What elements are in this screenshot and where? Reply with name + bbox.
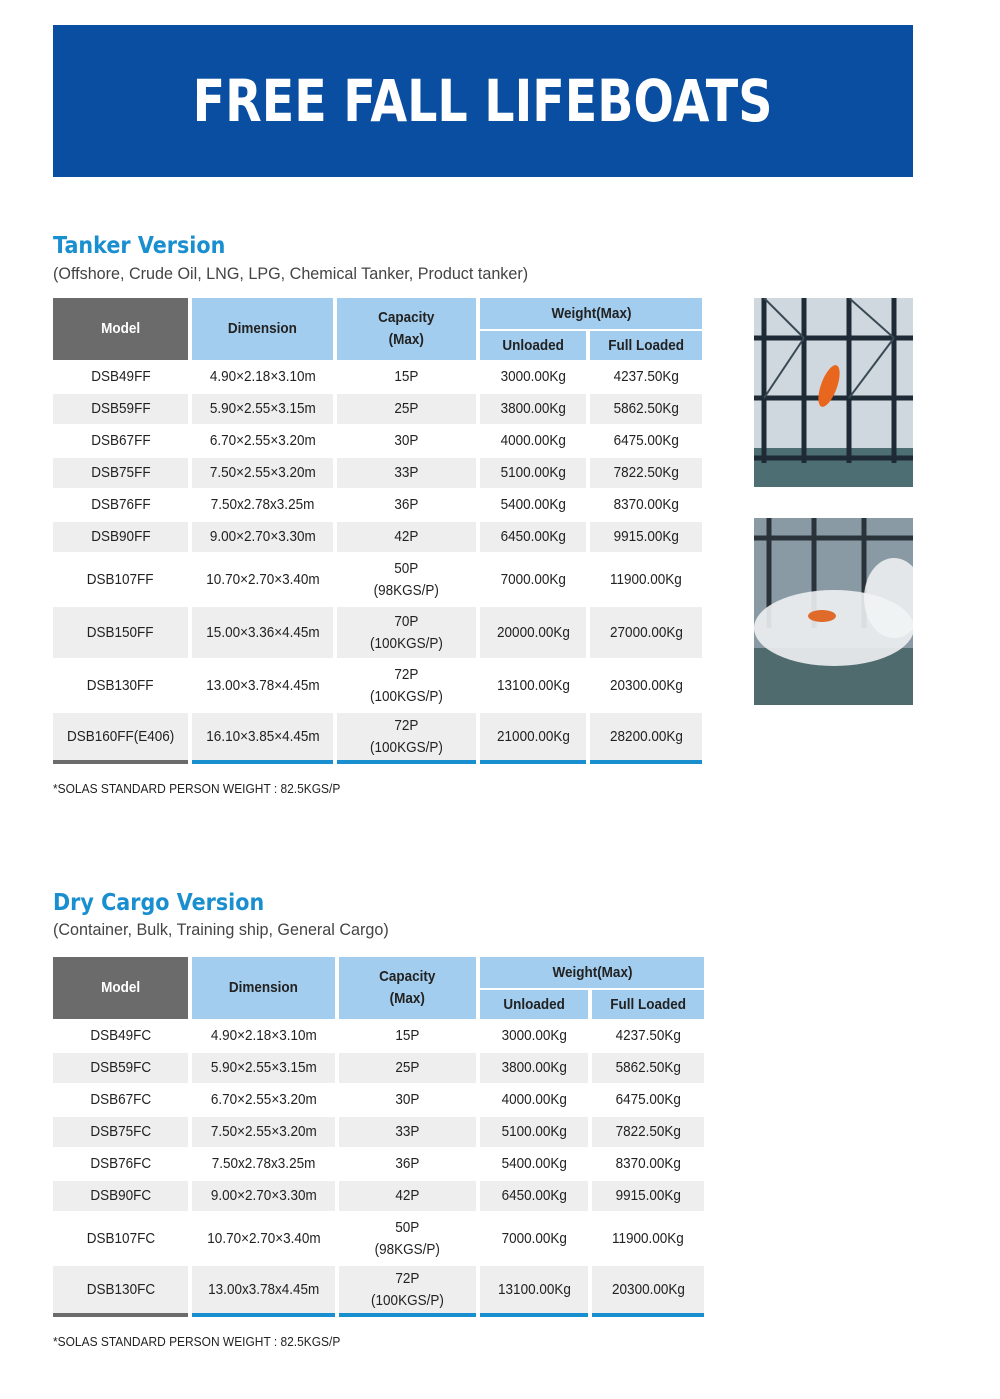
cell-unloaded — [480, 458, 586, 488]
cell-dimension — [192, 1266, 335, 1317]
cell-dimension — [192, 362, 333, 392]
cell-capacity — [337, 554, 476, 605]
cell-model — [53, 522, 188, 552]
cell-full-loaded-text: 28200.00Kg — [609, 727, 683, 745]
cell-model-text: DSB67FF — [90, 432, 151, 449]
cell-capacity — [337, 426, 476, 456]
cell-capacity-text: 42P — [395, 1187, 420, 1204]
header-unloaded — [480, 331, 586, 360]
cell-unloaded-text: 3800.00Kg — [501, 1059, 567, 1076]
cell-dimension — [192, 1149, 335, 1179]
cell-full-loaded-text: 20300.00Kg — [611, 1280, 685, 1298]
header-weight — [480, 957, 704, 988]
header-full-loaded — [592, 990, 704, 1019]
cell-full-loaded-text: 5862.50Kg — [613, 400, 679, 417]
cell-capacity-text: 33P — [394, 464, 419, 481]
cell-capacity — [339, 1117, 476, 1147]
cell-unloaded-text: 3000.00Kg — [500, 368, 566, 385]
cell-model-text: DSB75FF — [90, 464, 151, 481]
dry-section-title: Dry Cargo Version — [53, 890, 265, 916]
cell-full-loaded — [590, 554, 702, 605]
lifeboat-tower-photo — [754, 298, 913, 487]
cell-model — [53, 1266, 188, 1317]
cell-unloaded-text: 20000.00Kg — [496, 623, 570, 641]
cell-dimension-text: 15.00×3.36×4.45m — [205, 623, 320, 641]
cell-capacity — [337, 660, 476, 711]
cell-capacity — [337, 522, 476, 552]
cell-model-text: DSB150FF — [87, 623, 154, 641]
cell-dimension — [192, 554, 333, 605]
cell-dimension-text: 7.50x2.78x3.25m — [211, 1155, 316, 1172]
cell-model-text: DSB59FF — [90, 400, 151, 417]
cell-capacity-text: 30P — [395, 1091, 420, 1108]
cell-model-text: DSB160FF(E406) — [66, 727, 175, 745]
cell-capacity-text: 36P — [395, 1155, 420, 1172]
cell-capacity-text: 70P (100KGS/P) — [370, 612, 443, 652]
cell-capacity-text: 25P — [395, 1059, 420, 1076]
cell-model — [53, 394, 188, 424]
cell-model — [53, 426, 188, 456]
header-capacity-text: Capacity (Max) — [378, 309, 435, 348]
header-weight — [480, 298, 702, 329]
cell-dimension-text: 4.90×2.18×3.10m — [210, 1027, 317, 1044]
cell-capacity-text: 15P — [395, 1027, 420, 1044]
cell-unloaded — [480, 426, 586, 456]
cell-model-text: DSB107FF — [87, 570, 154, 588]
cell-full-loaded — [592, 1266, 704, 1317]
cell-unloaded-text: 3000.00Kg — [501, 1027, 567, 1044]
cell-capacity-text: 72P (100KGS/P) — [370, 665, 443, 705]
cell-model — [53, 458, 188, 488]
cell-dimension — [192, 1021, 335, 1051]
cell-dimension — [192, 394, 333, 424]
cell-capacity — [339, 1149, 476, 1179]
cell-full-loaded — [590, 394, 702, 424]
cell-unloaded — [480, 1053, 588, 1083]
cell-model-text: DSB75FC — [90, 1123, 151, 1140]
cell-dimension-text: 10.70×2.70×3.40m — [205, 570, 320, 588]
lifeboat-launch-photo — [754, 518, 913, 705]
cell-model-text: DSB90FC — [90, 1187, 151, 1204]
cell-model-text: DSB76FF — [90, 496, 151, 513]
cell-model — [53, 713, 188, 764]
cell-unloaded-text: 5400.00Kg — [501, 1155, 567, 1172]
cell-full-loaded — [590, 713, 702, 764]
cell-unloaded — [480, 1149, 588, 1179]
dry-section-subtitle: (Container, Bulk, Training ship, General Cargo) — [53, 920, 389, 939]
cell-capacity-text: 42P — [394, 528, 419, 545]
cell-dimension-text: 9.00×2.70×3.30m — [210, 1187, 317, 1204]
cell-capacity-text: 36P — [394, 496, 419, 513]
cell-unloaded-text: 6450.00Kg — [501, 1187, 567, 1204]
header-model-text: Model — [100, 979, 141, 996]
cell-model — [53, 660, 188, 711]
tanker-note: *SOLAS STANDARD PERSON WEIGHT : 82.5KGS/P — [53, 781, 341, 796]
cell-capacity — [339, 1053, 476, 1083]
cell-dimension-text: 7.50×2.55×3.20m — [209, 464, 316, 481]
header-dimension-text: Dimension — [227, 320, 298, 337]
cell-full-loaded — [590, 607, 702, 658]
header-model-text: Model — [100, 320, 141, 337]
cell-unloaded-text: 13100.00Kg — [497, 1280, 571, 1298]
cell-full-loaded-text: 5862.50Kg — [615, 1059, 681, 1076]
cell-model-text: DSB130FF — [87, 676, 154, 694]
cell-full-loaded-text: 20300.00Kg — [609, 676, 683, 694]
cell-unloaded — [480, 362, 586, 392]
cell-model — [53, 1181, 188, 1211]
cell-capacity-text: 33P — [395, 1123, 420, 1140]
header-dimension — [192, 298, 333, 360]
cell-capacity — [337, 394, 476, 424]
cell-dimension-text: 6.70×2.55×3.20m — [210, 1091, 317, 1108]
header-full-loaded-text: Full Loaded — [608, 336, 684, 354]
cell-unloaded-text: 7000.00Kg — [501, 1229, 567, 1247]
cell-dimension — [192, 1117, 335, 1147]
cell-unloaded — [480, 1266, 588, 1317]
cell-capacity — [337, 362, 476, 392]
cell-full-loaded — [592, 1117, 704, 1147]
cell-full-loaded — [590, 426, 702, 456]
dry-cargo-spec-table — [53, 957, 704, 1317]
cell-model-text: DSB67FC — [90, 1091, 151, 1108]
cell-dimension-text: 7.50×2.55×3.20m — [210, 1123, 317, 1140]
cell-capacity-text: 50P (98KGS/P) — [374, 1218, 441, 1258]
cell-dimension-text: 16.10×3.85×4.45m — [205, 727, 320, 745]
cell-full-loaded — [590, 490, 702, 520]
cell-dimension — [192, 607, 333, 658]
cell-full-loaded-text: 4237.50Kg — [615, 1027, 681, 1044]
cell-model — [53, 1213, 188, 1264]
cell-model — [53, 554, 188, 605]
cell-full-loaded-text: 9915.00Kg — [615, 1187, 681, 1204]
cell-dimension-text: 5.90×2.55×3.15m — [209, 400, 316, 417]
cell-unloaded — [480, 660, 586, 711]
cell-full-loaded — [592, 1021, 704, 1051]
cell-full-loaded — [590, 660, 702, 711]
header-weight-text: Weight(Max) — [551, 963, 632, 981]
cell-unloaded-text: 3800.00Kg — [500, 400, 566, 417]
cell-full-loaded-text: 11900.00Kg — [612, 1229, 684, 1247]
cell-unloaded — [480, 607, 586, 658]
cell-unloaded — [480, 1213, 588, 1264]
cell-full-loaded-text: 8370.00Kg — [615, 1155, 681, 1172]
header-capacity-text: Capacity (Max) — [379, 968, 436, 1007]
cell-capacity-text: 25P — [394, 400, 419, 417]
cell-unloaded — [480, 394, 586, 424]
cell-unloaded-text: 5100.00Kg — [500, 464, 566, 481]
cell-full-loaded-text: 4237.50Kg — [613, 368, 679, 385]
cell-unloaded-text: 13100.00Kg — [496, 676, 570, 694]
cell-unloaded-text: 4000.00Kg — [501, 1091, 567, 1108]
cell-full-loaded-text: 9915.00Kg — [613, 528, 679, 545]
cell-full-loaded — [590, 362, 702, 392]
cell-unloaded — [480, 713, 586, 764]
cell-dimension — [192, 490, 333, 520]
header-full-loaded-text: Full Loaded — [610, 995, 686, 1013]
cell-dimension — [192, 522, 333, 552]
cell-full-loaded — [592, 1085, 704, 1115]
header-unloaded — [480, 990, 588, 1019]
cell-dimension-text: 5.90×2.55×3.15m — [210, 1059, 317, 1076]
cell-dimension — [192, 1053, 335, 1083]
cell-unloaded — [480, 1117, 588, 1147]
cell-capacity — [339, 1266, 476, 1317]
cell-unloaded — [480, 1021, 588, 1051]
page-title: FREE FALL LIFEBOATS — [193, 67, 773, 135]
cell-model-text: DSB49FC — [90, 1027, 151, 1044]
cell-capacity — [337, 458, 476, 488]
cell-dimension — [192, 713, 333, 764]
cell-capacity — [337, 607, 476, 658]
cell-model-text: DSB107FC — [86, 1229, 155, 1247]
cell-full-loaded-text: 6475.00Kg — [613, 432, 679, 449]
cell-model — [53, 490, 188, 520]
cell-unloaded-text: 6450.00Kg — [500, 528, 566, 545]
cell-capacity — [339, 1181, 476, 1211]
cell-dimension-text: 6.70×2.55×3.20m — [209, 432, 316, 449]
cell-full-loaded-text: 7822.50Kg — [615, 1123, 681, 1140]
cell-dimension-text: 13.00x3.78x4.45m — [207, 1280, 320, 1298]
cell-model-text: DSB130FC — [86, 1280, 155, 1298]
cell-dimension — [192, 426, 333, 456]
tanker-spec-table — [53, 298, 702, 764]
cell-dimension-text: 7.50x2.78x3.25m — [210, 496, 315, 513]
cell-model-text: DSB59FC — [90, 1059, 151, 1076]
cell-capacity — [337, 490, 476, 520]
cell-unloaded — [480, 554, 586, 605]
tanker-section-title: Tanker Version — [53, 233, 226, 259]
cell-model-text: DSB76FC — [90, 1155, 151, 1172]
cell-unloaded — [480, 1085, 588, 1115]
cell-unloaded-text: 21000.00Kg — [496, 727, 570, 745]
header-dimension-text: Dimension — [228, 979, 299, 996]
cell-capacity — [339, 1085, 476, 1115]
cell-full-loaded — [590, 458, 702, 488]
cell-unloaded-text: 4000.00Kg — [500, 432, 566, 449]
cell-model — [53, 1117, 188, 1147]
cell-dimension-text: 10.70×2.70×3.40m — [206, 1229, 321, 1247]
cell-full-loaded — [590, 522, 702, 552]
cell-dimension — [192, 458, 333, 488]
cell-model — [53, 362, 188, 392]
cell-full-loaded-text: 27000.00Kg — [609, 623, 683, 641]
cell-capacity-text: 72P (100KGS/P) — [371, 1269, 444, 1309]
cell-unloaded — [480, 490, 586, 520]
cell-model — [53, 607, 188, 658]
header-capacity — [337, 298, 476, 360]
cell-full-loaded — [592, 1181, 704, 1211]
cell-capacity-text: 50P (98KGS/P) — [373, 559, 440, 599]
header-weight-text: Weight(Max) — [550, 304, 631, 322]
cell-dimension-text: 9.00×2.70×3.30m — [209, 528, 316, 545]
title-banner — [53, 25, 913, 177]
cell-model-text: DSB90FF — [90, 528, 151, 545]
cell-model — [53, 1053, 188, 1083]
cell-capacity — [337, 713, 476, 764]
cell-unloaded — [480, 1181, 588, 1211]
cell-capacity — [339, 1021, 476, 1051]
cell-model — [53, 1021, 188, 1051]
cell-full-loaded — [592, 1053, 704, 1083]
cell-full-loaded — [592, 1149, 704, 1179]
cell-dimension-text: 13.00×3.78×4.45m — [205, 676, 320, 694]
header-unloaded-text: Unloaded — [503, 995, 565, 1013]
cell-unloaded — [480, 522, 586, 552]
cell-capacity — [339, 1213, 476, 1264]
header-capacity — [339, 957, 476, 1019]
header-unloaded-text: Unloaded — [502, 336, 564, 354]
cell-capacity-text: 15P — [394, 368, 419, 385]
tanker-section-subtitle: (Offshore, Crude Oil, LNG, LPG, Chemical Tanker, Product tanker) — [53, 264, 529, 283]
header-model — [53, 957, 188, 1019]
cell-dimension — [192, 1085, 335, 1115]
cell-unloaded-text: 5100.00Kg — [501, 1123, 567, 1140]
cell-dimension — [192, 1213, 335, 1264]
cell-unloaded-text: 5400.00Kg — [500, 496, 566, 513]
cell-capacity-text: 30P — [394, 432, 419, 449]
cell-full-loaded — [592, 1213, 704, 1264]
cell-capacity-text: 72P (100KGS/P) — [370, 716, 443, 756]
cell-full-loaded-text: 7822.50Kg — [613, 464, 679, 481]
header-full-loaded — [590, 331, 702, 360]
cell-full-loaded-text: 6475.00Kg — [615, 1091, 681, 1108]
cell-dimension — [192, 660, 333, 711]
cell-full-loaded-text: 11900.00Kg — [610, 570, 682, 588]
cell-dimension-text: 4.90×2.18×3.10m — [209, 368, 316, 385]
dry-note: *SOLAS STANDARD PERSON WEIGHT : 82.5KGS/P — [53, 1334, 341, 1349]
cell-unloaded-text: 7000.00Kg — [500, 570, 566, 588]
cell-model — [53, 1085, 188, 1115]
cell-dimension — [192, 1181, 335, 1211]
header-dimension — [192, 957, 335, 1019]
cell-model — [53, 1149, 188, 1179]
cell-full-loaded-text: 8370.00Kg — [613, 496, 679, 513]
cell-model-text: DSB49FF — [90, 368, 151, 385]
header-model — [53, 298, 188, 360]
